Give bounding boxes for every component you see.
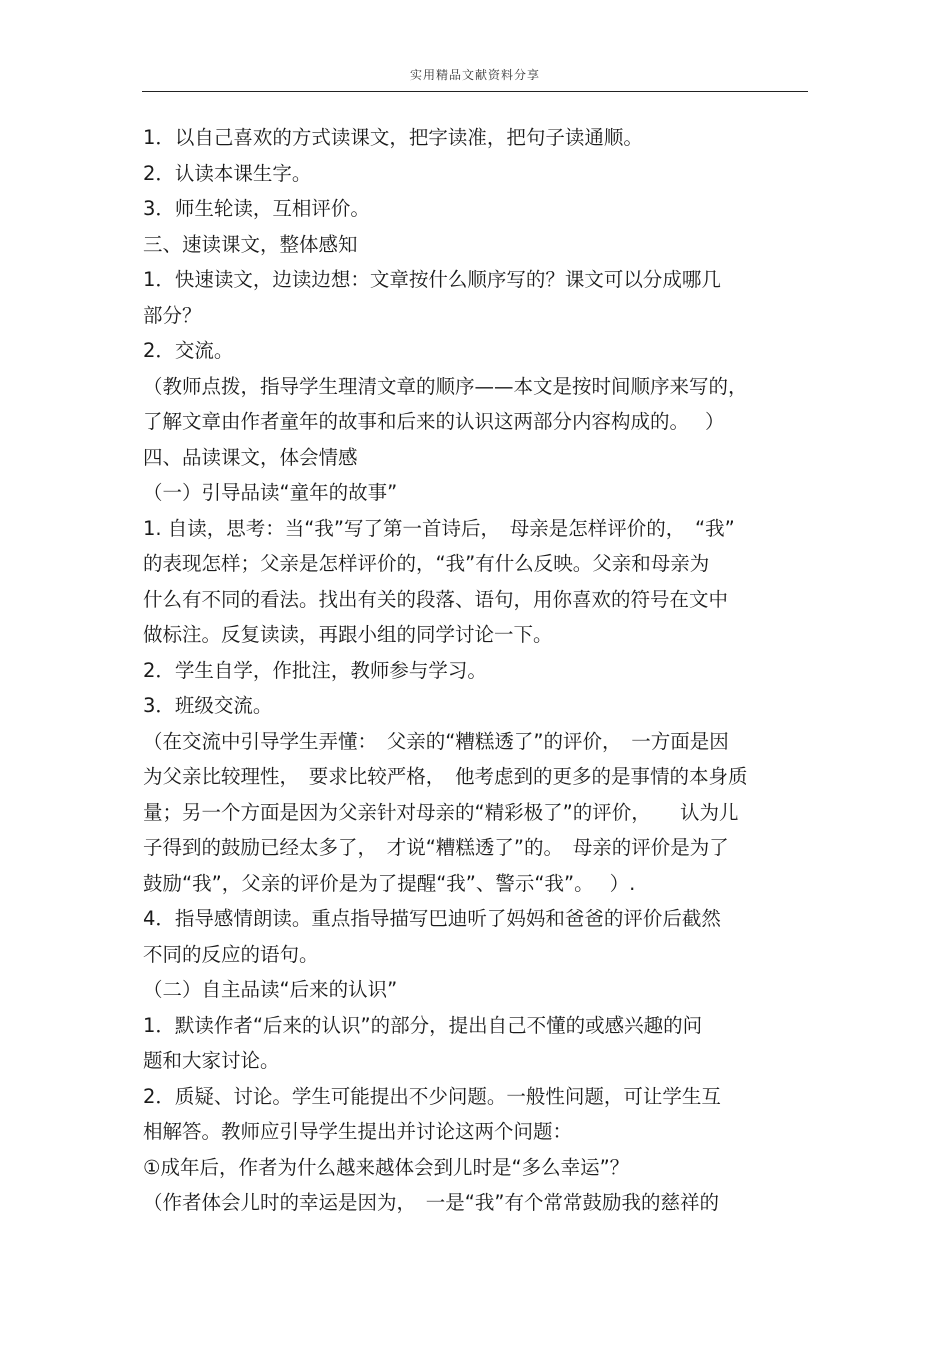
text-line: 2．交流。	[143, 339, 234, 362]
text-line: ①成年后，作者为什么越来越体会到儿时是“多么幸运”？	[143, 1155, 630, 1179]
text-line: （作者体会儿时的幸运是因为， 一是“我”有个常常鼓励我的慈祥的	[143, 1191, 719, 1214]
document-body	[143, 120, 811, 1221]
text-line: （在交流中引导学生弄懂： 父亲的“糟糕透了”的评价， 一方面是因	[143, 729, 729, 753]
text-line: 题和大家讨论。	[143, 1049, 280, 1072]
text-line: 1．快速读文，边读边想：文章按什么顺序写的？课文可以分成哪几	[143, 268, 721, 291]
text-line: 了解文章由作者童年的故事和后来的认识这两部分内容构成的。 ）	[143, 410, 725, 433]
text-line: （教师点拨，指导学生理清文章的顺序——本文是按时间顺序来写的，	[143, 374, 748, 398]
section-heading: 四、品读课文，体会情感	[143, 445, 358, 469]
text-line: 2．学生自学，作批注，教师参与学习。	[143, 658, 487, 682]
text-line: 相解答。教师应引导学生提出并讨论这两个问题：	[143, 1120, 573, 1143]
header-divider	[142, 91, 808, 92]
text-line: 2．质疑、讨论。学生可能提出不少问题。一般性问题，可让学生互	[143, 1084, 721, 1108]
text-line: 做标注。反复读读，再跟小组的同学讨论一下。	[143, 623, 553, 646]
text-line: 3．师生轮读，互相评价。	[143, 197, 370, 220]
text-line: 鼓励“我”，父亲的评价是为了提醒“我”、警示“我”。 ）.	[143, 871, 636, 895]
subsection-heading: （二）自主品读“后来的认识”	[143, 978, 398, 1001]
page-header: 实用精品文献资料分享	[409, 68, 540, 82]
text-line: 的表现怎样；父亲是怎样评价的，“我”有什么反映。父亲和母亲为	[143, 552, 710, 575]
text-line: 什么有不同的看法。找出有关的段落、语句，用你喜欢的符号在文中	[143, 587, 729, 611]
text-line: 部分？	[143, 303, 202, 327]
subsection-heading: （一）引导品读“童年的故事”	[143, 481, 398, 504]
text-line: 为父亲比较理性， 要求比较严格， 他考虑到的更多的是事情的本身质	[143, 765, 748, 788]
text-line: 1. 自读，思考：当“我”写了第一首诗后， 母亲是怎样评价的， “我”	[143, 516, 735, 540]
text-line: 4．指导感情朗读。重点指导描写巴迪听了妈妈和爸爸的评价后截然	[143, 907, 721, 930]
text-line: 2．认读本课生字。	[143, 161, 312, 185]
text-line: 子得到的鼓励已经太多了， 才说“糟糕透了”的。 母亲的评价是为了	[143, 836, 729, 859]
text-line: 3．班级交流。	[143, 694, 273, 717]
section-heading: 三、速读课文，整体感知	[143, 232, 358, 256]
text-line: 1．默读作者“后来的认识”的部分，提出自己不懂的或感兴趣的问	[143, 1013, 703, 1037]
text-line: 不同的反应的语句。	[143, 942, 319, 966]
text-line: 量；另一个方面是因为父亲针对母亲的“精彩极了”的评价， 认为儿	[143, 800, 739, 824]
text-line: 1．以自己喜欢的方式读课文，把字读准，把句子读通顺。	[143, 126, 643, 149]
